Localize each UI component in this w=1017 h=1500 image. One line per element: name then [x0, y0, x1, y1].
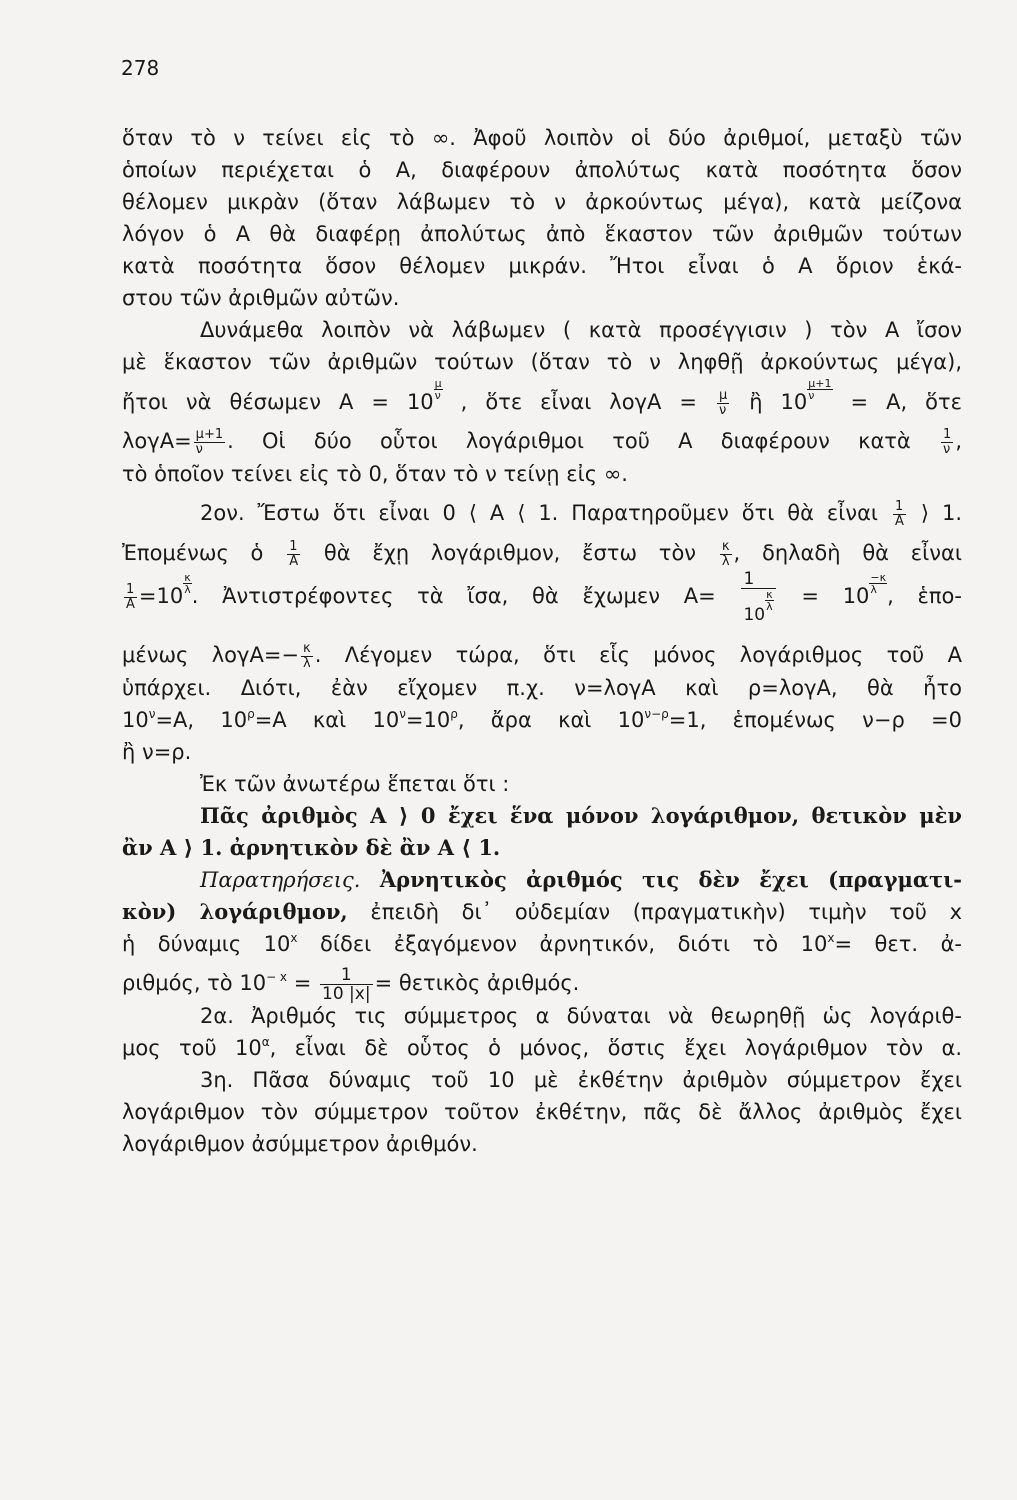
remarks-line-3: ἡ δύναμις 10$^x$ δίδει ἐξαγόμενον ἀρνητικόν, διότι τὸ $10^x= \theta\varepsilon\tau$. ἀ-	[122, 931, 962, 956]
text-line-18: ἢ ν=ρ.	[122, 740, 192, 764]
page-number: 278	[121, 56, 160, 80]
page-body	[122, 122, 962, 1160]
exponent-kappa-over-lambda: $\frac{\kappa}{\lambda}$	[184, 571, 191, 596]
text-line-5: κατὰ ποσότητα ὅσον θέλομεν μικράν. Ἤτοι εἶναι ὁ Α ὅριον ἑκά-	[122, 254, 962, 278]
exponent-minus-kappa-over-lambda: $\frac{-\kappa}{\lambda}$	[870, 571, 887, 596]
fraction-kappa-over-lambda: $\frac{\kappa}{\lambda}$	[303, 640, 311, 671]
fraction-1-over-A: $\frac{1}{A}$	[289, 538, 299, 569]
fraction-1-over-A: $\frac{1}{A}$	[894, 498, 904, 529]
remarks-line-1: Παρατηρήσεις. Ἀρνητικὸς ἀριθμός τις δὲν ἔχει (πραγματι-	[200, 867, 962, 892]
text-line-2: ὁποίων περιέχεται ὁ Α, διαφέρουν ἀπολύτως κατὰ ποσότητα ὅσον	[122, 158, 962, 182]
equation-line-8: ριθμός, τὸ $10^{- x}$ = $\frac{1}{10 |x|}$ = θετικὸς ἀριθμός.	[122, 964, 580, 1004]
remarks-heading: Παρατηρήσεις.	[200, 868, 361, 892]
equation-line-4: Ἐπομένως ὁ $\frac{1}{A}$ θὰ ἔχῃ λογάριθμον, ἔστω τὸν $\frac{\kappa}{\lambda}$ , δηλαδὴ θὰ εἶναι	[122, 538, 962, 569]
equation-line-6: μένως λογΑ=− $\frac{\kappa}{\lambda}$ . Λέγομεν τώρα, ὅτι εἷς μόνος λογάριθμος τοῦ Α	[122, 640, 962, 671]
fraction-1-over-A: $\frac{1}{A}$	[126, 581, 135, 612]
equation-line-3: 2ον. Ἔστω ὅτι εἶναι 0 ⟨ Α ⟨ 1. Παρατηροῦμεν ὅτι θὰ εἶναι $\frac{1}{A}$ ⟩ 1.	[200, 498, 962, 529]
text-line-29: λογάριθμον τὸν σύμμετρον τοῦτον ἐκθέτην, πᾶς δὲ ἄλλος ἀριθμὸς ἔχει	[122, 1100, 962, 1124]
fraction-1-over-10-abs-x: $\frac{1}{10 |x|}$	[322, 964, 371, 1004]
equation-line-5: $\frac{1}{A}$ =10 $\frac{\kappa}{\lambda}$ . Ἀντιστρέφοντες τὰ ἴσα, θὰ ἔχωμεν Α= 1 10 $\frac{\kappa}{\lambda}$ = 10 $\frac{-\kappa}{\lambda}$ , ἑπο-	[126, 569, 962, 625]
fraction-kappa-over-lambda: $\frac{\kappa}{\lambda}$	[721, 538, 730, 569]
text-line-3: θέλομεν μικρὰν (ὅταν λάβωμεν τὸ ν ἀρκούντως μέγα), κατὰ μείζονα	[122, 190, 962, 214]
text-line-4: λόγον ὁ Α θὰ διαφέρῃ ἀπολύτως ἀπὸ ἕκαστον τῶν ἀριθμῶν τούτων	[122, 222, 962, 246]
equation-line-2: λογΑ= $\frac{\mu+1}{\nu}$ . Οἱ δύο οὗτοι λογάριθμοι τοῦ Α διαφέρουν κατὰ $\frac{1}{\nu}$ ,	[122, 426, 962, 457]
text-line-8: μὲ ἕκαστον τῶν ἀριθμῶν τούτων (ὅταν τὸ ν ληφθῇ ἀρκούντως μέγα),	[122, 350, 962, 374]
theorem-line-2: ἂν Α ⟩ 1. ἀρνητικὸν δὲ ἂν Α ⟨ 1.	[122, 835, 501, 860]
equation-line-7: $10^\nu=A$, $10^\rho=A$ καὶ $10^\nu=10^\rho$, ἄρα καὶ $10^{\nu-\rho}=1$, ἑπομένως ν−ρ =0	[122, 707, 963, 732]
fraction-1-over-10-power: 1 10 $\frac{\kappa}{\lambda}$	[741, 570, 775, 624]
exponent-mu-plus-1-over-nu: $\frac{\mu+1}{\nu}$	[808, 377, 832, 402]
text-line-27: μος τοῦ $10^\alpha$, εἶναι δὲ οὗτος ὁ μόνος, ὅστις ἔχει λογάριθμον τὸν α.	[122, 1035, 963, 1060]
exponent-mu-over-nu: $\frac{\mu}{\nu}$	[434, 377, 442, 402]
fraction-1-over-nu: $\frac{1}{\nu}$	[943, 426, 952, 457]
text-line-30: λογάριθμον ἀσύμμετρον ἀριθμόν.	[122, 1132, 478, 1156]
theorem-line-1: Πᾶς ἀριθμὸς Α ⟩ 0 ἔχει ἕνα μόνον λογάριθμον, θετικὸν μὲν	[200, 803, 962, 828]
text-line-1: ὅταν τὸ ν τείνει εἰς τὸ ∞. Ἀφοῦ λοιπὸν οἱ δύο ἀριθμοί, μεταξὺ τῶν	[122, 126, 962, 150]
fraction-mu-plus-1-over-nu: $\frac{\mu+1}{\nu}$	[195, 426, 224, 457]
text-line-7: Δυνάμεθα λοιπὸν νὰ λάβωμεν ( κατὰ προσέγγισιν ) τὸν Α ἴσον	[200, 318, 962, 342]
equation-line-1: ἤτοι νὰ θέσωμεν Α = 10 $\frac{\mu}{\nu}$ , ὅτε εἶναι λογΑ = $\frac{\mu}{\nu}$ ἢ 10 $\frac{\mu+1}{\nu}$ = Α, ὅτε	[122, 377, 962, 418]
text-line-19: Ἐκ τῶν ἀνωτέρω ἕπεται ὅτι :	[200, 772, 510, 796]
remarks-line-2: κὸν) λογάριθμον, ἐπειδὴ δι᾽ οὐδεμίαν (πραγματικὴν) τιμὴν τοῦ x	[122, 899, 962, 924]
text-line-11: τὸ ὁποῖον τείνει εἰς τὸ 0, ὅταν τὸ ν τείνῃ εἰς ∞.	[122, 462, 628, 486]
text-line-28: 3η. Πᾶσα δύναμις τοῦ 10 μὲ ἐκθέτην ἀριθμὸν σύμμετρον ἔχει	[200, 1068, 962, 1092]
fraction-mu-over-nu: $\frac{\mu}{\nu}$	[718, 387, 728, 418]
text-line-16: ὑπάρχει. Διότι, ἐὰν εἴχομεν π.χ. ν=λογΑ καὶ ρ=λογΑ, θὰ ἦτο	[122, 676, 962, 700]
text-line-6: στου τῶν ἀριθμῶν αὐτῶν.	[122, 286, 400, 310]
text-line-26: 2α. Ἀριθμός τις σύμμετρος α δύναται νὰ θεωρηθῇ ὡς λογάριθ-	[200, 1004, 962, 1028]
